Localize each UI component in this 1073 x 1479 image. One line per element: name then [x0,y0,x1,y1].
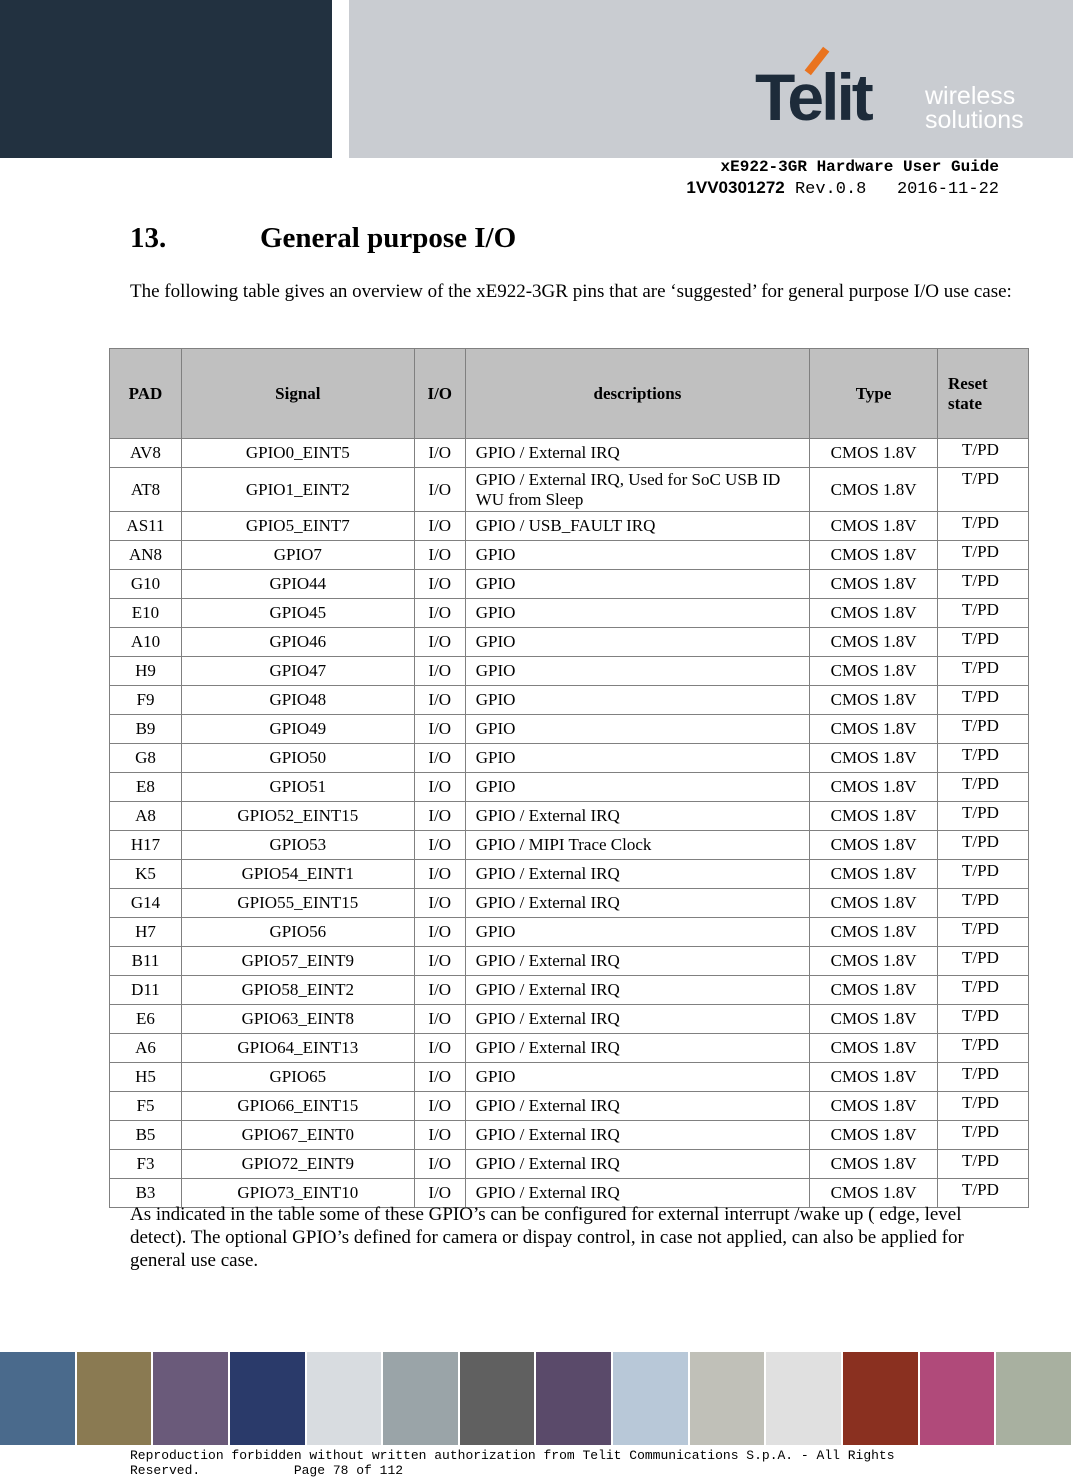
cell-io: I/O [414,773,465,802]
table-row [110,1034,1029,1063]
cell-type: CMOS 1.8V [810,686,938,715]
cell-signal: GPIO64_EINT13 [181,1034,414,1063]
cell-pad: G14 [110,889,182,918]
footer-photo-tile [0,1352,75,1445]
cell-pad: D11 [110,976,182,1005]
cell-io: I/O [414,1121,465,1150]
cell-type: CMOS 1.8V [810,1034,938,1063]
cell-pad: AS11 [110,512,182,541]
cell-description: GPIO / External IRQ [465,889,809,918]
cell-io: I/O [414,715,465,744]
cell-signal: GPIO57_EINT9 [181,947,414,976]
cell-description: GPIO [465,657,809,686]
cell-signal: GPIO73_EINT10 [181,1179,414,1208]
cell-signal: GPIO46 [181,628,414,657]
cell-io: I/O [414,599,465,628]
cell-io: I/O [414,628,465,657]
cell-type: CMOS 1.8V [810,1179,938,1208]
table-row [110,976,1029,1005]
cell-description: GPIO [465,570,809,599]
footer-line1: Reproduction forbidden without written authorization from Telit Communications S.p.A. - All Rights [130,1448,895,1463]
table-row [110,657,1029,686]
table-row [110,570,1029,599]
cell-reset-state: T/PD [938,1063,1029,1092]
cell-signal: GPIO47 [181,657,414,686]
footer-photo-tile [920,1352,995,1445]
table-row [110,918,1029,947]
cell-type: CMOS 1.8V [810,541,938,570]
cell-pad: G10 [110,570,182,599]
footer-photo-tile [766,1352,841,1445]
cell-description: GPIO / External IRQ [465,802,809,831]
cell-io: I/O [414,541,465,570]
cell-signal: GPIO0_EINT5 [181,439,414,468]
table-row [110,715,1029,744]
table-row [110,628,1029,657]
cell-io: I/O [414,918,465,947]
document-title: xE922-3GR Hardware User Guide [720,158,999,176]
cell-pad: AV8 [110,439,182,468]
table-row [110,744,1029,773]
footer-photo-tile [996,1352,1071,1445]
cell-type: CMOS 1.8V [810,439,938,468]
footer-line2: Reserved. Page 78 of 112 [130,1463,404,1478]
cell-description: GPIO / External IRQ [465,439,809,468]
cell-signal: GPIO5_EINT7 [181,512,414,541]
cell-pad: H5 [110,1063,182,1092]
cell-io: I/O [414,570,465,599]
table-row [110,439,1029,468]
header-pad: PAD [110,349,182,439]
cell-description: GPIO / External IRQ, Used for SoC USB ID WU from Sleep [465,468,809,512]
cell-description: GPIO / External IRQ [465,947,809,976]
header-dark-block [0,0,332,158]
cell-reset-state: T/PD [938,686,1029,715]
cell-description: GPIO / External IRQ [465,860,809,889]
table-row [110,773,1029,802]
cell-signal: GPIO7 [181,541,414,570]
cell-reset-state: T/PD [938,947,1029,976]
cell-type: CMOS 1.8V [810,976,938,1005]
cell-type: CMOS 1.8V [810,628,938,657]
cell-io: I/O [414,1063,465,1092]
footer-photo-tile [843,1352,918,1445]
cell-description: GPIO / External IRQ [465,976,809,1005]
cell-description: GPIO [465,599,809,628]
document-revision [686,178,999,199]
cell-io: I/O [414,831,465,860]
cell-io: I/O [414,657,465,686]
cell-reset-state: T/PD [938,541,1029,570]
cell-type: CMOS 1.8V [810,715,938,744]
table-body [110,439,1029,1208]
cell-description: GPIO / External IRQ [465,1092,809,1121]
table-row [110,1150,1029,1179]
header-type: Type [810,349,938,439]
cell-reset-state: T/PD [938,512,1029,541]
cell-description: GPIO [465,744,809,773]
cell-signal: GPIO49 [181,715,414,744]
cell-signal: GPIO72_EINT9 [181,1150,414,1179]
cell-signal: GPIO66_EINT15 [181,1092,414,1121]
cell-pad: F9 [110,686,182,715]
cell-description: GPIO / External IRQ [465,1121,809,1150]
table-row [110,802,1029,831]
cell-type: CMOS 1.8V [810,773,938,802]
cell-pad: AN8 [110,541,182,570]
header-reset-state: Reset state [938,349,1029,439]
header-io: I/O [414,349,465,439]
footer-notice [130,1448,895,1478]
cell-reset-state: T/PD [938,1121,1029,1150]
header-signal: Signal [181,349,414,439]
cell-signal: GPIO67_EINT0 [181,1121,414,1150]
cell-type: CMOS 1.8V [810,744,938,773]
cell-type: CMOS 1.8V [810,918,938,947]
telit-logo [755,46,1045,138]
cell-signal: GPIO44 [181,570,414,599]
logo-tagline-line2: solutions [925,106,1024,134]
cell-signal: GPIO50 [181,744,414,773]
table-row [110,1121,1029,1150]
cell-io: I/O [414,439,465,468]
footer-photo-tile [230,1352,305,1445]
cell-type: CMOS 1.8V [810,947,938,976]
cell-description: GPIO / External IRQ [465,1179,809,1208]
cell-reset-state: T/PD [938,599,1029,628]
cell-pad: A8 [110,802,182,831]
footer-photo-tile [307,1352,382,1445]
table-row [110,468,1029,512]
cell-signal: GPIO54_EINT1 [181,860,414,889]
cell-pad: F5 [110,1092,182,1121]
cell-pad: A6 [110,1034,182,1063]
cell-type: CMOS 1.8V [810,570,938,599]
cell-pad: K5 [110,860,182,889]
cell-reset-state: T/PD [938,1092,1029,1121]
cell-reset-state: T/PD [938,831,1029,860]
cell-signal: GPIO63_EINT8 [181,1005,414,1034]
intro-paragraph: The following table gives an overview of the xE922-3GR pins that are ‘suggested’ for general purpose I/O use case: [130,281,1012,302]
cell-reset-state: T/PD [938,1150,1029,1179]
cell-description: GPIO / USB_FAULT IRQ [465,512,809,541]
cell-type: CMOS 1.8V [810,1092,938,1121]
cell-pad: G8 [110,744,182,773]
footer-photo-tile [153,1352,228,1445]
cell-description: GPIO / External IRQ [465,1150,809,1179]
cell-type: CMOS 1.8V [810,599,938,628]
footer-photo-tile [690,1352,765,1445]
logo-wordmark: Telit [755,60,871,134]
cell-io: I/O [414,1005,465,1034]
cell-pad: E10 [110,599,182,628]
cell-io: I/O [414,889,465,918]
cell-signal: GPIO45 [181,599,414,628]
cell-pad: B9 [110,715,182,744]
revision-date: Rev.0.8 2016-11-22 [784,180,999,199]
cell-type: CMOS 1.8V [810,468,938,512]
cell-signal: GPIO53 [181,831,414,860]
footer-photo-tile [460,1352,535,1445]
table-row [110,1092,1029,1121]
cell-io: I/O [414,512,465,541]
cell-signal: GPIO58_EINT2 [181,976,414,1005]
closing-paragraph: As indicated in the table some of these GPIO’s can be configured for external interrupt /wake up ( edge, level detect). The optional GPIO’s defined for camera or dispay control, in case not applied, can also be applied for general use case. [130,1204,964,1271]
table-row [110,1063,1029,1092]
cell-pad: H17 [110,831,182,860]
cell-io: I/O [414,1034,465,1063]
cell-signal: GPIO56 [181,918,414,947]
table-row [110,512,1029,541]
cell-type: CMOS 1.8V [810,802,938,831]
cell-type: CMOS 1.8V [810,512,938,541]
header-descriptions: descriptions [465,349,809,439]
cell-io: I/O [414,802,465,831]
cell-reset-state: T/PD [938,744,1029,773]
cell-pad: B11 [110,947,182,976]
cell-type: CMOS 1.8V [810,889,938,918]
cell-description: GPIO / MIPI Trace Clock [465,831,809,860]
table-row [110,831,1029,860]
cell-type: CMOS 1.8V [810,1005,938,1034]
cell-signal: GPIO55_EINT15 [181,889,414,918]
cell-description: GPIO [465,773,809,802]
cell-description: GPIO [465,686,809,715]
section-title: General purpose I/O [260,222,517,254]
cell-type: CMOS 1.8V [810,1150,938,1179]
table-row [110,1005,1029,1034]
cell-type: CMOS 1.8V [810,831,938,860]
table-row [110,889,1029,918]
cell-description: GPIO [465,628,809,657]
footer-photo-tile [77,1352,152,1445]
cell-reset-state: T/PD [938,773,1029,802]
table-header-row [110,349,1029,439]
section-number: 13. [130,222,167,254]
cell-pad: A10 [110,628,182,657]
cell-description: GPIO [465,541,809,570]
cell-reset-state: T/PD [938,439,1029,468]
cell-reset-state: T/PD [938,1179,1029,1208]
cell-signal: GPIO51 [181,773,414,802]
cell-io: I/O [414,1179,465,1208]
cell-io: I/O [414,468,465,512]
cell-description: GPIO [465,715,809,744]
cell-reset-state: T/PD [938,976,1029,1005]
table-row [110,541,1029,570]
cell-io: I/O [414,1092,465,1121]
cell-description: GPIO [465,1063,809,1092]
cell-reset-state: T/PD [938,918,1029,947]
cell-reset-state: T/PD [938,802,1029,831]
cell-io: I/O [414,860,465,889]
gpio-table [109,348,1029,1208]
cell-io: I/O [414,686,465,715]
cell-pad: E6 [110,1005,182,1034]
cell-reset-state: T/PD [938,657,1029,686]
cell-type: CMOS 1.8V [810,657,938,686]
cell-reset-state: T/PD [938,570,1029,599]
document-code: 1VV0301272 [686,178,785,197]
cell-io: I/O [414,976,465,1005]
cell-reset-state: T/PD [938,889,1029,918]
table-row [110,947,1029,976]
footer-photo-tile [613,1352,688,1445]
table-row [110,686,1029,715]
cell-reset-state: T/PD [938,1005,1029,1034]
cell-type: CMOS 1.8V [810,1121,938,1150]
cell-reset-state: T/PD [938,860,1029,889]
cell-pad: AT8 [110,468,182,512]
cell-signal: GPIO48 [181,686,414,715]
logo-tagline-line1: wireless [925,82,1016,110]
cell-description: GPIO / External IRQ [465,1034,809,1063]
cell-reset-state: T/PD [938,1034,1029,1063]
cell-reset-state: T/PD [938,715,1029,744]
footer-photo-strip [0,1352,1073,1445]
cell-description: GPIO [465,918,809,947]
cell-pad: F3 [110,1150,182,1179]
cell-io: I/O [414,744,465,773]
cell-reset-state: T/PD [938,468,1029,512]
cell-type: CMOS 1.8V [810,860,938,889]
cell-pad: B5 [110,1121,182,1150]
cell-pad: B3 [110,1179,182,1208]
cell-signal: GPIO65 [181,1063,414,1092]
cell-io: I/O [414,1150,465,1179]
cell-signal: GPIO1_EINT2 [181,468,414,512]
cell-pad: H7 [110,918,182,947]
footer-photo-tile [383,1352,458,1445]
footer-photo-tile [536,1352,611,1445]
cell-type: CMOS 1.8V [810,1063,938,1092]
cell-pad: E8 [110,773,182,802]
logo-tagline [925,84,1024,132]
cell-description: GPIO / External IRQ [465,1005,809,1034]
table-row [110,860,1029,889]
cell-io: I/O [414,947,465,976]
table-row [110,599,1029,628]
cell-reset-state: T/PD [938,628,1029,657]
cell-pad: H9 [110,657,182,686]
cell-signal: GPIO52_EINT15 [181,802,414,831]
